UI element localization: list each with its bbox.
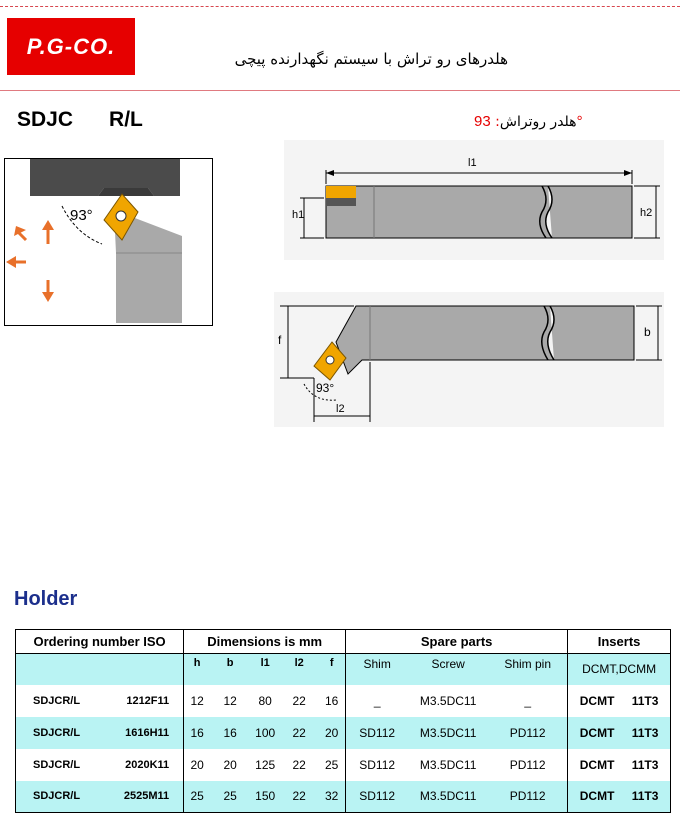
cell-l1: 125	[255, 757, 276, 772]
cell-pin: PD112	[509, 789, 546, 804]
cell-shim: SD112	[359, 757, 396, 772]
row-code: SDJCR/L	[33, 790, 81, 803]
cell-f: 20	[324, 725, 339, 740]
col-l1: l1	[260, 657, 270, 669]
angle-label	[474, 113, 583, 130]
row-size: 1616H11	[125, 726, 170, 739]
cell-l2: 22	[292, 789, 306, 804]
cell-b: 16	[223, 725, 237, 740]
angle-separator: :	[495, 114, 500, 130]
cell-insert: DCMT 11T3	[568, 717, 671, 749]
model-code	[17, 108, 179, 132]
cell-h: 16	[190, 725, 204, 740]
model-hand: R/L	[109, 108, 143, 131]
row-code: SDJCR/L	[33, 694, 81, 707]
table-row	[16, 717, 671, 749]
cell-screw: M3.5DC11	[419, 789, 477, 804]
dim-l2: l2	[336, 403, 345, 415]
row-size: 1212F11	[126, 694, 170, 707]
subheader-ordering	[16, 654, 184, 685]
cell-l2: 22	[292, 725, 306, 740]
col-insert-type: DCMT,DCMM	[568, 654, 671, 685]
page-title: هلدرهای رو تراش با سیستم نگهدارنده پیچی	[234, 50, 508, 68]
row-code: SDJCR/L	[33, 758, 81, 771]
table-header-row	[16, 630, 671, 654]
col-l2: l2	[294, 657, 304, 669]
header-bottom-rule	[0, 90, 680, 91]
angle-value: 93°	[474, 113, 583, 130]
col-screw: Screw	[431, 657, 465, 671]
header-ordering: Ordering number ISO	[16, 630, 184, 654]
cell-insert: DCMT 11T3	[568, 781, 671, 813]
col-shim: Shim	[363, 657, 391, 671]
angle-mark-bottom: 93°	[316, 381, 335, 395]
cell-l1: 80	[258, 693, 272, 708]
cell-f: 16	[324, 693, 339, 708]
dim-f: f	[278, 333, 282, 347]
cell-pin: _	[524, 693, 531, 708]
dim-h2: h2	[640, 207, 653, 219]
cell-b: 12	[223, 693, 237, 708]
header-top-rule	[0, 6, 680, 7]
cell-h: 12	[190, 693, 204, 708]
model-code-value: SDJC	[17, 108, 74, 131]
dim-l1-top: l1	[468, 157, 477, 169]
cell-b: 25	[223, 789, 237, 804]
row-size: 2020K11	[125, 758, 170, 771]
col-f: f	[329, 657, 334, 669]
subheader-spare	[346, 654, 568, 685]
top-view-drawing	[274, 292, 664, 427]
table-row	[16, 685, 671, 717]
cell-f: 32	[324, 789, 339, 804]
header-spare-parts: Spare parts	[346, 630, 568, 654]
holder-spec-table	[15, 629, 671, 813]
angle-mark-left: 93°	[70, 207, 93, 224]
cell-insert: DCMT 11T3	[568, 685, 671, 717]
table-row	[16, 781, 671, 813]
table-row	[16, 749, 671, 781]
cell-h: 25	[190, 789, 204, 804]
cell-l1: 150	[255, 789, 276, 804]
angle-label-text: هلدر روتراش	[499, 114, 577, 130]
row-size: 2525M11	[123, 790, 170, 803]
cell-f: 25	[324, 757, 339, 772]
company-logo: P.G-CO.	[7, 18, 135, 75]
header-inserts: Inserts	[568, 630, 671, 654]
section-title: Holder	[14, 588, 78, 610]
dim-h1: h1	[292, 209, 305, 221]
cell-pin: PD112	[509, 757, 546, 772]
side-view-drawing	[284, 140, 664, 260]
cell-l2: 22	[292, 757, 306, 772]
cell-b: 20	[223, 757, 237, 772]
cell-screw: M3.5DC11	[419, 757, 477, 772]
row-code: SDJCR/L	[33, 726, 81, 739]
cell-screw: M3.5DC11	[419, 725, 477, 740]
cell-shim: SD112	[359, 789, 396, 804]
cell-shim: SD112	[359, 725, 396, 740]
cell-screw: M3.5DC11	[419, 693, 477, 708]
cell-h: 20	[190, 757, 204, 772]
col-h: h	[193, 657, 201, 669]
dim-b: b	[644, 325, 651, 339]
cell-shim: _	[373, 693, 381, 708]
col-shim-pin: Shim pin	[504, 657, 551, 671]
cell-l2: 22	[292, 693, 306, 708]
table-subheader-row	[16, 654, 671, 685]
col-b: b	[226, 657, 234, 669]
cell-insert: DCMT 11T3	[568, 749, 671, 781]
header-dimensions: Dimensions is mm	[184, 630, 346, 654]
subheader-dimensions	[184, 654, 346, 685]
cell-l1: 100	[255, 725, 276, 740]
application-diagram	[4, 158, 214, 328]
cell-pin: PD112	[509, 725, 546, 740]
